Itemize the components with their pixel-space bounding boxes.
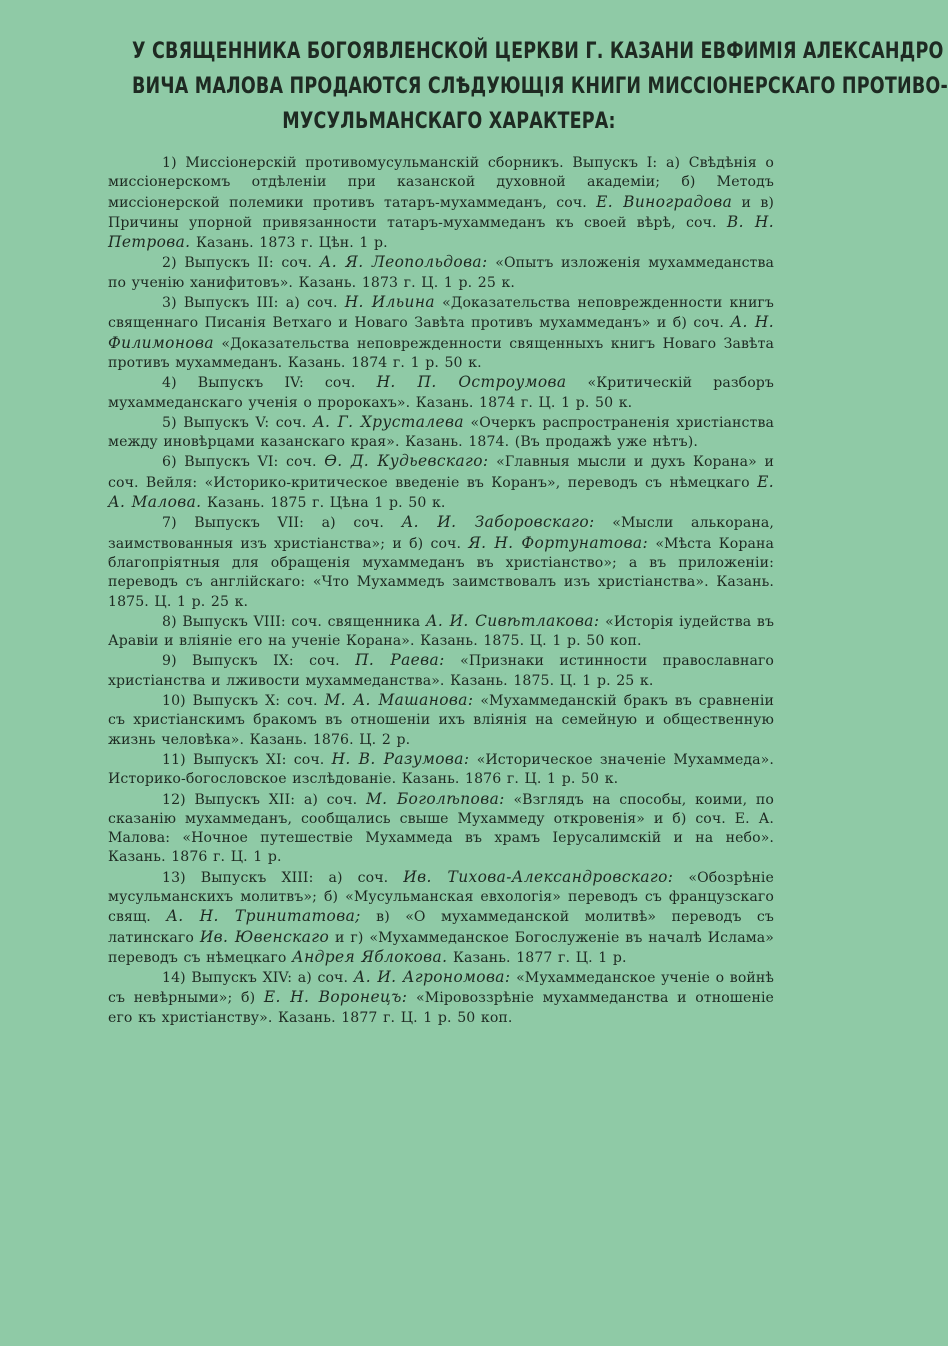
book-entry-4: 4) Выпускъ IV: соч. Н. П. Остроумова «Критическій разборъ мухаммеданскаго ученія о пророкахъ». Казань. 1874 г. Ц. 1 р. 50 к.: [108, 373, 774, 411]
author-name: Ѳ. Д. Кудьевскаго:: [324, 452, 489, 471]
book-entry-1: 1) Миссіонерскій противомусульманскій сборникъ. Выпускъ I: а) Свѣдѣнія о миссіонерскомъ отдѣленіи при казанской духовной академіи; б) Методъ миссіонерской полемики противъ татаръ-мухаммеданъ, соч. Е. Виноградова и в) Причины упорной привязанности татаръ-мухаммеданъ къ своей вѣрѣ, соч. В. Н. Петрова. Казань. 1873 г. Цѣн. 1 р.: [108, 155, 774, 252]
heading-line-1: У СВЯЩЕННИКА БОГОЯВЛЕНСКОЙ ЦЕРКВИ Г. КАЗАНИ ЕВФИМІЯ АЛЕКСАНДРО: [132, 39, 944, 64]
book-entry-5: 5) Выпускъ V: соч. А. Г. Хрусталева «Очеркъ распространенія христіанства между иновѣрцами казанскаго края». Казань. 1874. (Въ продажѣ уже нѣтъ).: [108, 412, 774, 451]
author-name: А. И. Заборовскаго:: [401, 513, 595, 532]
author-name: Е. А. Малова.: [108, 472, 774, 512]
author-name: М. А. Машанова:: [324, 691, 474, 710]
author-name: А. И. Сивѣтлакова:: [425, 611, 600, 630]
author-name: А. Н. Филимонова: [108, 313, 774, 352]
author-name: А. Н. Тринитатова;: [166, 907, 361, 926]
page-heading: [132, 34, 948, 139]
author-name: П. Раева:: [355, 651, 445, 670]
author-name: Н. Ильина: [344, 293, 435, 312]
author-name: Я. Н. Фортунатова:: [468, 533, 649, 552]
author-name: Н. В. Разумова:: [331, 749, 470, 768]
book-entry-12: 12) Выпускъ XII: а) соч. М. Боголѣпова: «Взглядъ на способы, коими, по сказанію мухаммеданъ, сообщались свыше Мухаммеду откровенія» и б) соч. Е. А. Малова: «Ночное путешествіе Мухаммеда въ храмъ Іерусалимскій и на небо». Казань. 1876 г. Ц. 1 р.: [108, 789, 774, 866]
book-entry-2: 2) Выпускъ II: соч. А. Я. Леопольдова: «Опытъ изложенія мухаммеданства по ученію ханифитовъ». Казань. 1873 г. Ц. 1 р. 25 к.: [108, 253, 774, 291]
author-name: Е. Виноградова: [596, 192, 733, 211]
author-name: Ив. Тихова-Александровскаго:: [403, 867, 674, 886]
author-name: Андрея Яблокова.: [292, 947, 448, 966]
book-list: [108, 154, 774, 1028]
heading-line-2: ВИЧА МАЛОВА ПРОДАЮТСЯ СЛѢДУЮЩІЯ КНИГИ МИССІОНЕРСКАГО ПРОТИВО-: [132, 74, 948, 99]
author-name: Н. П. Остроумова: [376, 373, 567, 392]
heading-line-3: МУСУЛЬМАНСКАГО ХАРАКТЕРА:: [282, 109, 616, 134]
author-name: Е. Н. Воронецъ:: [263, 988, 408, 1007]
book-entry-10: 10) Выпускъ X: соч. М. А. Машанова: «Мухаммеданскій бракъ въ сравненіи съ христіанскимъ бракомъ въ отношеніи ихъ вліянія на семейную и общественную жизнь человѣка». Казань. 1876. Ц. 2 р.: [108, 691, 774, 748]
author-name: М. Боголѣпова:: [365, 789, 505, 808]
author-name: Ив. Ювенскаго: [199, 927, 330, 946]
book-entry-6: 6) Выпускъ VI: соч. Ѳ. Д. Кудьевскаго: «Главныя мысли и духъ Корана» и соч. Вейля: «Историко-критическое введеніе въ Коранъ», переводъ съ нѣмецкаго Е. А. Малова. Казань. 1875 г. Цѣна 1 р. 50 к.: [108, 452, 775, 512]
book-entry-13: 13) Выпускъ XIII: а) соч. Ив. Тихова-Александровскаго: «Обозрѣніе мусульманскихъ молитвъ»; б) «Мусульманская евхологія» переводъ съ французскаго свящ. А. Н. Тринитатова; в) «О мухаммеданской молитвѣ» переводъ съ латинскаго Ив. Ювенскаго и г) «Мухаммеданское Богослуженіе въ началѣ Ислама» переводъ съ нѣмецкаго Андрея Яблокова. Казань. 1877 г. Ц. 1 р.: [108, 867, 774, 966]
book-entry-7: 7) Выпускъ VII: а) соч. А. И. Заборовскаго: «Мысли алькорана, заимствованныя изъ христіанства»; и б) соч. Я. Н. Фортунатова: «Мѣста Корана благопріятныя для обращенія мухаммеданъ въ христіанство»; а въ приложеніи: переводъ съ англійскаго: «Что Мухаммедъ заимствовалъ изъ христіанства». Казань. 1875. Ц. 1 р. 25 к.: [108, 513, 775, 610]
author-name: А. Г. Хрусталева: [312, 412, 464, 431]
author-name: А. Я. Леопольдова:: [319, 253, 488, 272]
book-entry-8: 8) Выпускъ VIII: соч. священника А. И. Сивѣтлакова: «Исторія іудейства въ Аравіи и вліяніе его на ученіе Корана». Казань. 1875. Ц. 1 р. 50 коп.: [108, 611, 775, 650]
author-name: А. И. Агрономова:: [353, 968, 511, 987]
book-entry-11: 11) Выпускъ XI: соч. Н. В. Разумова: «Историческое значеніе Мухаммеда». Историко-богословское изслѣдованіе. Казань. 1876 г. Ц. 1 р. 50 к.: [108, 749, 774, 788]
book-entry-9: 9) Выпускъ IX: соч. П. Раева: «Признаки истинности православнаго христіанства и лживости мухаммеданства». Казань. 1875. Ц. 1 р. 25 к.: [108, 651, 775, 689]
book-entry-3: 3) Выпускъ III: а) соч. Н. Ильина «Доказательства неповрежденности книгъ священнаго Писанія Ветхаго и Новаго Завѣта противъ мухаммеданъ» и б) соч. А. Н. Филимонова «Доказательства неповрежденности священныхъ книгъ Новаго Завѣта противъ мухаммеданъ. Казань. 1874 г. 1 р. 50 к.: [108, 293, 774, 371]
author-name: В. Н. Петрова.: [108, 212, 774, 252]
book-entry-14: 14) Выпускъ XIV: а) соч. А. И. Агрономова: «Мухаммеданское ученіе о войнѣ съ невѣрными»; б) Е. Н. Воронецъ: «Міровоззрѣніе мухаммеданства и отношеніе его къ христіанству». Казань. 1877 г. Ц. 1 р. 50 коп.: [108, 968, 774, 1026]
